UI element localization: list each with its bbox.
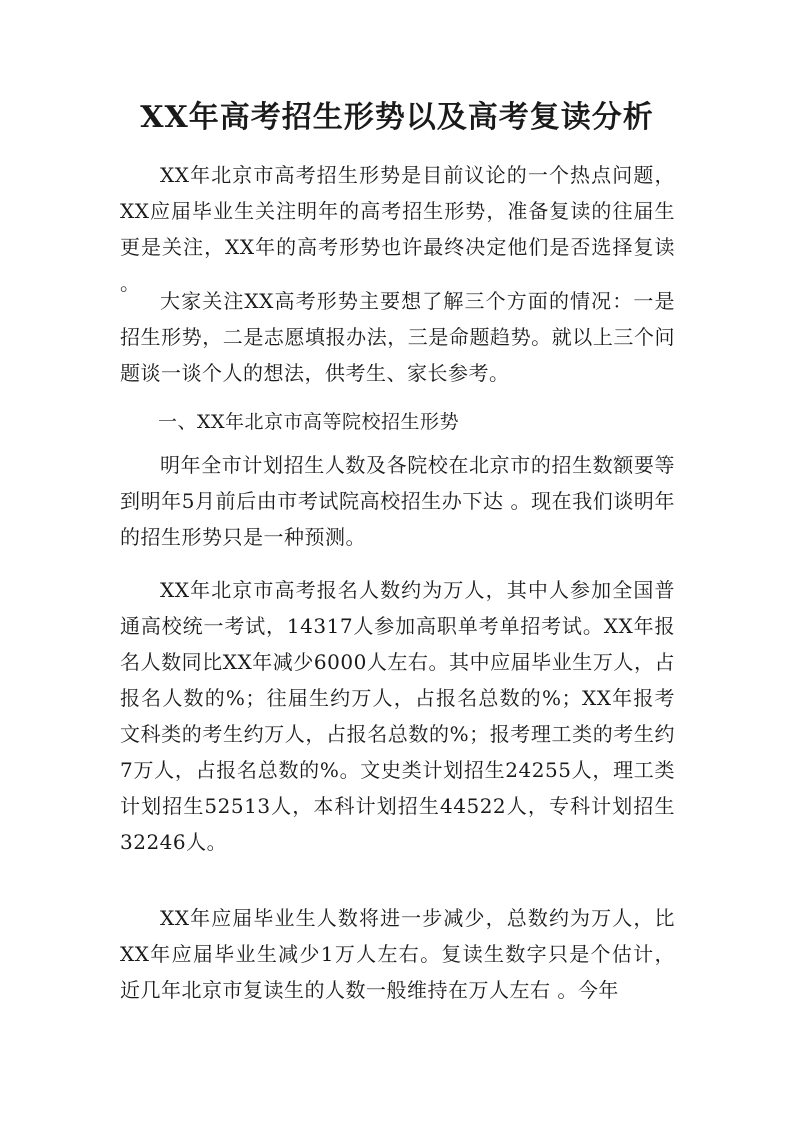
paragraph-intro: XX年北京市高考招生形势是目前议论的一个热点问题，XX应届毕业生关注明年的高考招生形势，准备复读的往届生更是关注，XX年的高考形势也许最终决定他们是否选择复读 。 — [120, 163, 675, 295]
paragraph-graduates: XX年应届毕业生人数将进一步减少，总数约为万人，比XX年应届毕业生减少1万人左右。复读生数字只是个估计，近几年北京市复读生的人数一般维持在万人左右 。今年 — [120, 906, 675, 1002]
paragraph-registration: XX年北京市高考报名人数约为万人，其中人参加全国普通高校统一考试，14317人参加高职单考单招考试。XX年报名人数同比XX年减少6000人左右。其中应届毕业生万人，占报名人数的%；往届生约万人，占报名总数的%；XX年报考文科类的考生约万人，占报名总数的%；报考理工类的考生约7万人，占报名总数的%。文史类计划招生24255人，理工类计划招生52513人，本科计划招生44522人，专科计划招生32246人。 — [120, 578, 675, 854]
document-title: XX年高考招生形势以及高考复读分析 — [140, 100, 654, 135]
paragraph-plan: 明年全市计划招生人数及各院校在北京市的招生数额要等到明年5月前后由市考试院高校招生办下达 。现在我们谈明年的招生形势只是一种预测。 — [120, 453, 675, 549]
section-heading-enrollment: 一、XX年北京市高等院校招生形势 — [158, 411, 460, 433]
paragraph-focus: 大家关注XX高考形势主要想了解三个方面的情况：一是招生形势，二是志愿填报办法，三是命题趋势。就以上三个问题谈一谈个人的想法，供考生、家长参考。 — [120, 289, 675, 385]
